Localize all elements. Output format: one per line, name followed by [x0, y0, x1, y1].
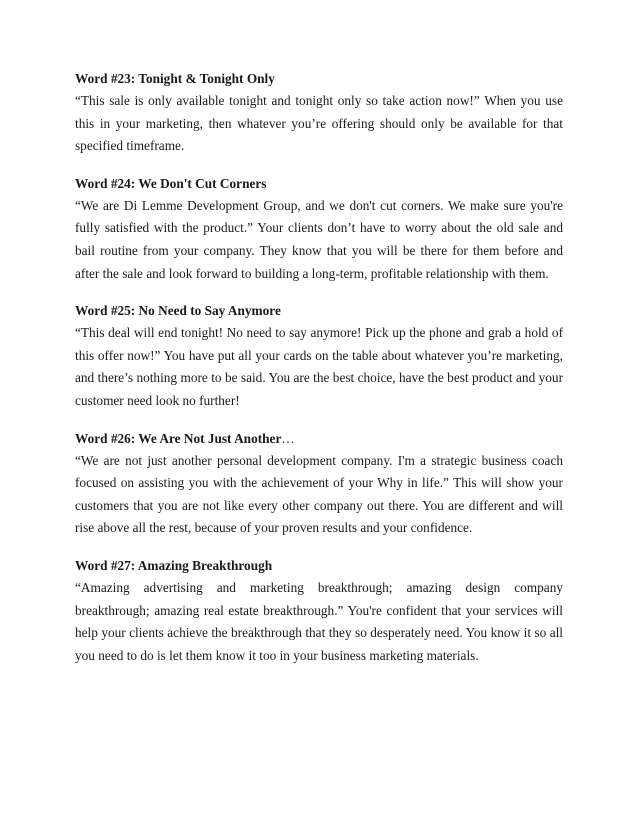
section-word-25	[75, 302, 563, 412]
section-word-27	[75, 557, 563, 667]
heading-text: Word #26: We Are Not Just Another	[75, 430, 282, 446]
document-page	[75, 70, 563, 684]
section-word-26	[75, 430, 563, 540]
heading-text: Word #25: No Need to Say Anymore	[75, 303, 281, 319]
section-body: “This deal will end tonight! No need to say anymore! Pick up the phone and grab a hold of this offer now!” You have put all your cards on the table about whatever you’re marketing, and there’s nothing more to be said. You are the best choice, have the best product and your customer need look no further!	[75, 325, 563, 408]
heading-text: Word #23: Tonight & Tonight Only	[75, 71, 275, 86]
section-body: “This sale is only available tonight and tonight only so take action now!” When you use this in your marketing, then whatever you’re offering should only be available for that specified timeframe.	[75, 93, 563, 154]
section-body: “Amazing advertising and marketing breakthrough; amazing design company breakthrough; amazing real estate breakthrough.” You're confident that your services will help your clients achieve the breakthrough that they so desperately need. You know it so all you need to do is let them know it too in your business marketing materials.	[75, 579, 563, 663]
section-word-23	[75, 70, 563, 158]
section-heading	[75, 557, 563, 575]
section-word-24	[75, 175, 563, 285]
section-heading	[75, 175, 563, 193]
heading-tail: …	[281, 430, 295, 446]
heading-text: Word #24: We Don't Cut Corners	[75, 175, 267, 191]
section-heading	[75, 430, 563, 448]
section-body: “We are not just another personal development company. I'm a strategic business coach focused on assisting you with the achievement of your Why in life.” This will show your customers that you are not like every other company out there. You are different and will rise above all the rest, because of your proven results and your confidence.	[75, 452, 563, 536]
section-heading	[75, 70, 563, 88]
heading-text: Word #27: Amazing Breakthrough	[75, 557, 273, 573]
section-body: “We are Di Lemme Development Group, and we don't cut corners. We make sure you're fully satisfied with the product.” Your clients don’t have to worry about the old sale and bail routine from your company. They know that you will be there for them before and after the sale and look forward to building a long-term, profitable relationship with them.	[75, 197, 563, 281]
section-heading	[75, 302, 563, 320]
